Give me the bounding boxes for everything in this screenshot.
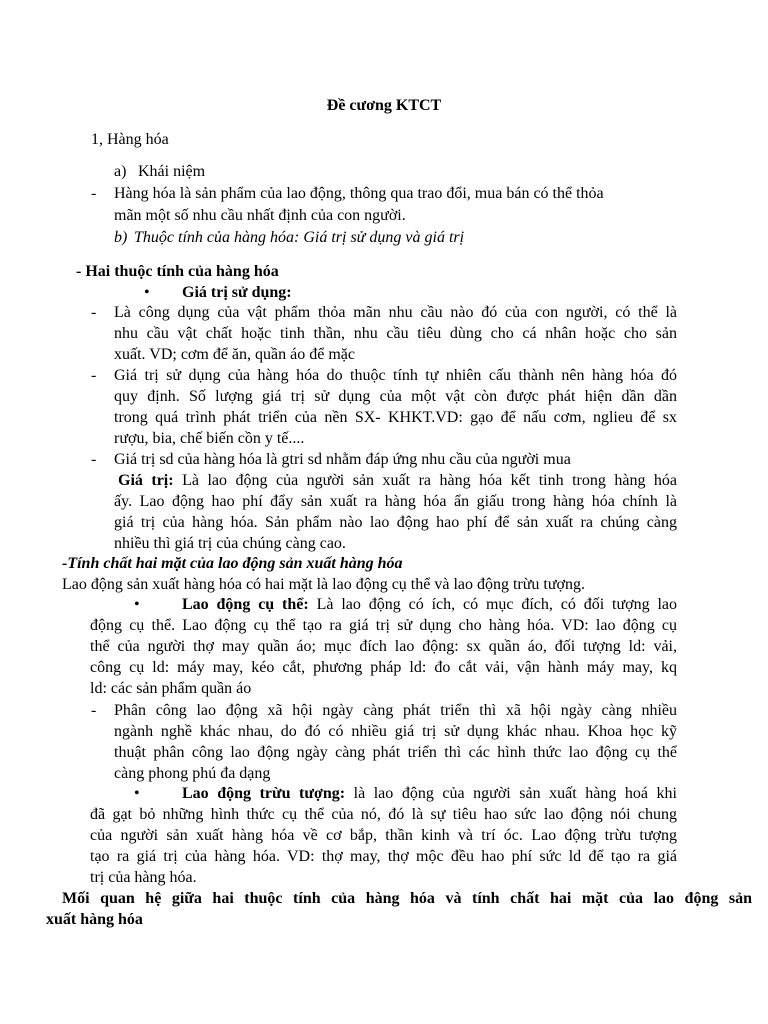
heading-lao-dong-cu-the: Lao động cụ thể:	[182, 596, 309, 613]
dash-marker: -	[91, 367, 97, 384]
paragraph-line: động cụ thể. Lao động cụ thể tạo ra giá trị sử dụng cho hàng hóa. VD: lao động cụ	[90, 617, 677, 634]
heading-moi-quan-he-cont: xuất hàng hóa	[46, 911, 143, 928]
heading-gia-tri-su-dung: Giá trị sử dụng:	[182, 284, 292, 301]
heading-tinh-chat-hai-mat: -Tính chất hai mặt của lao động sản xuất hàng hóa	[62, 555, 403, 572]
paragraph-line: của người sản xuất hàng hóa về cơ bắp, thần kinh và trí óc. Lao động trừu tượng	[90, 827, 677, 844]
paragraph-line: càng phong phú đa dạng	[114, 765, 271, 782]
paragraph-text: Là lao động có ích, có mục đích, có đối tượng lao	[316, 596, 678, 613]
paragraph-line: xuất. VD; cơm để ăn, quần áo để mặc	[114, 346, 355, 363]
bullet-marker: •	[134, 596, 140, 613]
paragraph-text: là lao động của người sản xuất hàng hoá khi	[353, 785, 678, 802]
paragraph-line: nhiều thì giá trị của chúng càng cao.	[114, 535, 346, 552]
paragraph-line: rượu, bia, chế biến cồn y tế....	[114, 430, 305, 447]
paragraph-line: quy định. Số lượng giá trị sử dụng của một vật còn được phát hiện dần dần	[114, 388, 677, 405]
paragraph-line: trong quá trình phát triển của nền SX- KHKT.VD: gạo để nấu cơm, nglieu để sx	[114, 409, 677, 426]
paragraph-line	[182, 594, 677, 615]
bullet-marker: •	[144, 284, 150, 301]
paragraph-line: Lao động sản xuất hàng hóa có hai mặt là lao động cụ thể và lao động trừu tượng.	[62, 576, 586, 593]
paragraph-line: giá trị của hàng hóa. Sản phẩm nào lao động hao phí để sản xuất ra chúng càng	[114, 514, 677, 531]
paragraph-text: Là lao động của người sản xuất ra hàng hóa kết tinh trong hàng hóa	[182, 472, 678, 489]
dash-marker: -	[91, 185, 97, 202]
paragraph-line: Là công dụng của vật phẩm thỏa mãn nhu cầu nào đó của con người, có thể là	[114, 304, 677, 321]
paragraph-line: trị của hàng hóa.	[90, 869, 197, 886]
paragraph-line: Giá trị sử dụng của hàng hóa do thuộc tính tự nhiên cấu thành nên hàng hóa đó	[114, 367, 677, 384]
definition-line: Hàng hóa là sản phẩm của lao động, thông qua trao đổi, mua bán có thể thỏa	[114, 185, 604, 202]
list-marker-b: b)	[114, 229, 128, 246]
dash-marker: -	[91, 702, 97, 719]
paragraph-line: ngành nghề khác nhau, do đó có nhiều giá trị sử dụng khác nhau. Khoa học kỹ	[114, 723, 677, 740]
subheading-thuoc-tinh: Thuộc tính của hàng hóa: Giá trị sử dụng và giá trị	[134, 229, 465, 246]
subheading-khai-niem: Khái niệm	[138, 163, 206, 180]
paragraph-line	[182, 783, 677, 804]
heading-moi-quan-he: Mối quan hệ giữa hai thuộc tính của hàng hóa và tính chất hai mặt của lao động sản	[62, 890, 752, 907]
paragraph-line: thuật phân công lao động ngày càng phát triển thì các hình thức lao động cụ thể	[114, 744, 677, 761]
section-heading-hang-hoa: 1, Hàng hóa	[91, 131, 169, 148]
dash-marker: -	[91, 304, 97, 321]
heading-hai-thuoc-tinh: - Hai thuộc tính của hàng hóa	[76, 263, 279, 280]
heading-gia-tri: Giá trị:	[118, 472, 174, 489]
definition-line: mãn một số nhu cầu nhất định của con người.	[114, 207, 406, 224]
heading-lao-dong-truu-tuong: Lao động trừu tượng:	[182, 785, 346, 802]
paragraph-line: ld: các sản phẩm quần áo	[90, 680, 252, 697]
doc-title: Đề cương KTCT	[326, 97, 442, 114]
paragraph-line: ấy. Lao động hao phí đẩy sản xuất ra hàng hóa ẩn giấu trong hàng hóa chính là	[114, 493, 677, 510]
list-marker-a: a)	[114, 163, 127, 180]
dash-marker: -	[91, 451, 97, 468]
paragraph-line: đã gạt bỏ những hình thức cụ thể của nó, đó là sự tiêu hao sức lao động nói chung	[90, 806, 677, 823]
paragraph-line: công cụ ld: máy may, kéo cắt, phương pháp ld: đo cắt vải, vận hành máy may, kq	[90, 659, 677, 676]
paragraph-line: Giá trị sd của hàng hóa là gtri sd nhằm đáp ứng nhu cầu của người mua	[114, 451, 571, 468]
paragraph-line: thể của người thợ may quần áo; mục đích lao động: sx quần áo, đối tượng ld: vải,	[90, 638, 677, 655]
paragraph-line: nhu cầu vật chất hoặc tinh thần, nhu cầu tiêu dùng cho cá nhân hoặc cho sản	[114, 325, 677, 342]
paragraph-line: tạo ra giá trị của hàng hóa. VD: thợ may, thợ mộc đều hao phí sức ld để tạo ra giá	[90, 848, 677, 865]
paragraph-line: Phân công lao động xã hội ngày càng phát triển thì xã hội ngày càng nhiều	[114, 702, 677, 719]
paragraph-line	[118, 470, 677, 491]
bullet-marker: •	[134, 785, 140, 802]
